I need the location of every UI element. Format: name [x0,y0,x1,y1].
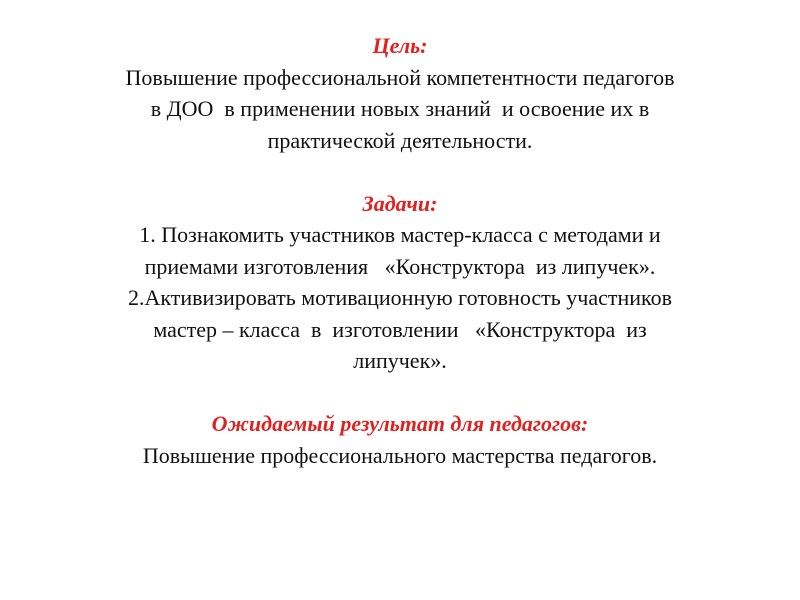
tasks-line: липучек». [353,348,447,373]
slide-content [40,30,760,471]
result-line: Повышение профессионального мастерства педагогов. [142,442,658,468]
goal-line: практической деятельности. [267,127,533,153]
tasks-section [40,188,760,377]
result-heading: Ожидаемый результат для педагогов: [211,411,589,436]
section-spacer [40,377,760,409]
goal-section [40,30,760,156]
section-spacer [40,156,760,188]
tasks-line: 1. Познакомить участников мастер-класса с методами и [139,222,661,247]
goal-line: в ДОО в применении новых знаний и освоение их в [150,96,650,121]
result-section [40,408,760,471]
goal-heading: Цель: [372,33,428,58]
tasks-line: мастер – класса в изготовлении «Конструктора из [153,316,647,342]
tasks-heading: Задачи: [362,190,438,216]
tasks-line: 2.Активизировать мотивационную готовность участников [128,285,672,310]
goal-line: Повышение профессиональной компетентности педагогов [125,64,675,90]
tasks-line: приемами изготовления «Конструктора из липучек». [144,253,656,279]
